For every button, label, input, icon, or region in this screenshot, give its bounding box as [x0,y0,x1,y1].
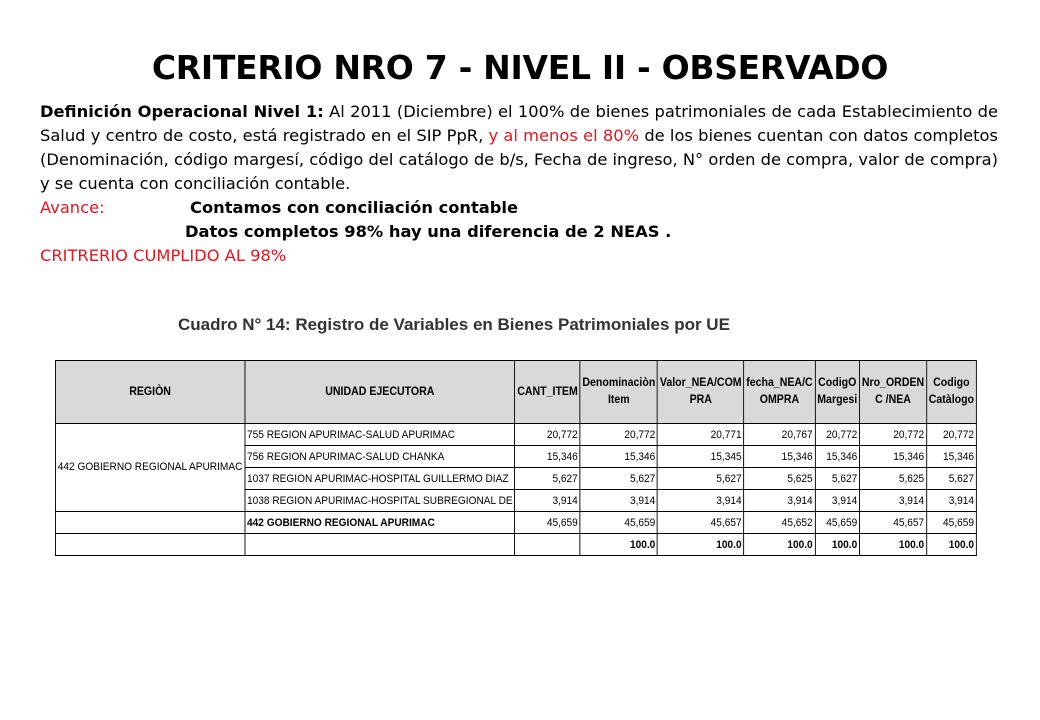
value-cell: 3,914 [658,490,744,512]
value-cell: 20,772 [815,424,860,446]
value-cell: 5,627 [515,468,580,490]
percent-cell: 100.0 [744,534,815,556]
definition-highlight: y al menos el 80% [483,126,640,145]
value-cell: 20,767 [744,424,815,446]
header-cell: Codigo Catàlogo [926,361,976,424]
header-cell: REGIÒN [55,361,244,424]
table-header-row [55,361,976,424]
value-cell: 15,346 [860,446,927,468]
value-cell: 5,625 [860,468,927,490]
header-cell: Nro_ORDEN C /NEA [860,361,927,424]
total-value-cell: 45,659 [515,512,580,534]
value-cell: 3,914 [926,490,976,512]
total-value-cell: 45,657 [658,512,744,534]
value-cell: 15,346 [744,446,815,468]
value-cell: 3,914 [744,490,815,512]
empty-cell [55,512,244,534]
value-cell: 15,346 [815,446,860,468]
avance-line-2 [40,220,998,244]
percent-cell: 100.0 [658,534,744,556]
definition-text-2: de los bienes cuentan con datos completos (Denominación, código margesí, código del catálogo de b/s, Fecha de ingreso, N° orden de compra, valor de compra) y se cuenta con conciliación contable. [40,126,998,193]
value-cell: 20,772 [860,424,927,446]
percent-cell: 100.0 [580,534,657,556]
avance-line-1 [40,196,998,220]
percent-cell [515,534,580,556]
empty-cell [55,534,244,556]
value-cell: 5,627 [926,468,976,490]
percent-cell: 100.0 [815,534,860,556]
value-cell: 20,772 [926,424,976,446]
data-table [55,360,977,556]
definition-label: Definición Operacional Nivel 1: [40,102,324,121]
value-cell: 3,914 [860,490,927,512]
value-cell: 5,627 [658,468,744,490]
value-cell: 20,771 [658,424,744,446]
percent-cell: 100.0 [860,534,927,556]
value-cell: 15,345 [658,446,744,468]
unit-cell: 755 REGION APURIMAC-SALUD APURIMAC [245,424,515,446]
table-total-row [55,512,976,534]
value-cell: 15,346 [580,446,657,468]
region-cell: 442 GOBIERNO REGIONAL APURIMAC [55,424,244,512]
table-caption: Cuadro N° 14: Registro de Variables en Bienes Patrimoniales por UE [178,315,730,334]
avance-item-2: Datos completos 98% hay una diferencia de 2 NEAS . [185,222,672,241]
table-row [55,424,976,446]
avance-item-1: Contamos con conciliación contable [190,198,519,217]
header-cell: Denominaciòn Item [580,361,657,424]
header-cell: fecha_NEA/C OMPRA [744,361,815,424]
unit-cell: 1038 REGION APURIMAC-HOSPITAL SUBREGIONAL DE [245,490,515,512]
value-cell: 3,914 [515,490,580,512]
header-cell: CodigO Margesi [815,361,860,424]
value-cell: 15,346 [515,446,580,468]
header-cell: Valor_NEA/COM PRA [658,361,744,424]
value-cell: 20,772 [515,424,580,446]
total-value-cell: 45,657 [860,512,927,534]
value-cell: 20,772 [580,424,657,446]
definition-text-1: Al 2011 (Diciembre) el 100% de bienes patrimoniales de cada Establecimiento de Salud y centro de costo, está registrado en el SIP PpR, [40,102,998,145]
conclusion-text: CRITRERIO CUMPLIDO AL 98% [40,246,287,265]
header-cell: UNIDAD EJECUTORA [245,361,515,424]
total-value-cell: 45,659 [926,512,976,534]
percent-cell: 100.0 [926,534,976,556]
total-unit-cell: 442 GOBIERNO REGIONAL APURIMAC [245,512,515,534]
text-block [40,100,998,268]
unit-cell: 1037 REGION APURIMAC-HOSPITAL GUILLERMO DIAZ [245,468,515,490]
slide-title: CRITERIO NRO 7 - NIVEL II - OBSERVADO [151,48,889,87]
unit-cell: 756 REGION APURIMAC-SALUD CHANKA [245,446,515,468]
value-cell: 5,627 [580,468,657,490]
value-cell: 15,346 [926,446,976,468]
value-cell: 3,914 [815,490,860,512]
value-cell: 5,627 [815,468,860,490]
total-value-cell: 45,659 [815,512,860,534]
value-cell: 5,625 [744,468,815,490]
empty-cell [245,534,515,556]
value-cell: 3,914 [580,490,657,512]
avance-label: Avance: [40,198,105,217]
table-percent-row [55,534,976,556]
total-value-cell: 45,659 [580,512,657,534]
total-value-cell: 45,652 [744,512,815,534]
header-cell: CANT_ITEM [515,361,580,424]
definition-paragraph [40,100,998,196]
